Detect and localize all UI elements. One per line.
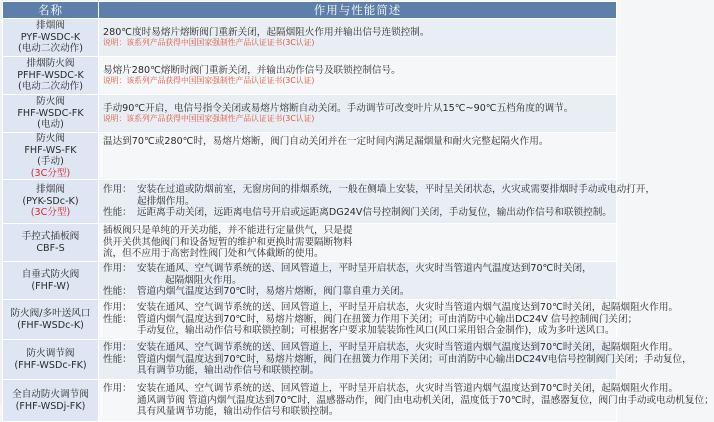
- function-line: 安装在过道或防烟前室，无窗房间的排烟系统，一般在侧墙上安装，平时呈关闭状态，火灾或需要排烟时手动或电动打开，: [137, 184, 656, 196]
- product-model: CBF-S: [36, 242, 65, 254]
- function-line: 安装在通风、空气调节系统的送、回风管道上，平时呈开启状态，火灾时当管道内气温度达到70℃时关闭，: [137, 263, 592, 275]
- product-name: 全自动防火调节阀: [12, 389, 89, 400]
- performance-line: 管道内烟气温度达到70℃时，易熔片熔断，阀门在扭簧力作用下关闭；可由消防中心输出DC24V电信号控制阀门关闭；手动复位，: [137, 353, 692, 365]
- table-row: [3, 133, 617, 180]
- table-row: [3, 57, 617, 95]
- product-mode: (电动): [37, 119, 64, 131]
- product-description-cell: [99, 340, 692, 380]
- product-name: 自垂式防火阀: [21, 269, 80, 280]
- performance-label: 性能：: [103, 313, 132, 325]
- product-name: 防火阀: [36, 96, 65, 108]
- product-model: (PYK-SDc-K): [22, 195, 79, 207]
- performance-label: 性能：: [103, 207, 132, 219]
- product-model: FHF-WS-FK: [24, 144, 77, 156]
- product-mode: (电动二次动作): [17, 81, 84, 93]
- product-name-cell: [3, 224, 99, 262]
- description-line: 供开关供其他阀门和设备短暂的维护和更换时需要隔断物料: [103, 236, 353, 248]
- function-label: 作用：: [103, 383, 132, 395]
- table-row: [3, 180, 617, 224]
- product-name: 排烟阀: [36, 20, 65, 32]
- description-line: 易熔片280℃熔断时阀门重新关闭，并输出动作信号及联锁控制信号。: [103, 64, 401, 76]
- table-row: [3, 95, 617, 133]
- product-model: FHF-WSDC-FK: [17, 107, 84, 119]
- function-line: 起排烟作用。: [137, 195, 195, 207]
- product-name-cell: [3, 262, 99, 300]
- table-row: [3, 19, 617, 57]
- description-line: 温达到70℃或280℃时，易熔片熔断，阀门自动关闭并在一定时间内满足漏烟量和耐火完整起隔火作用。: [103, 136, 549, 147]
- product-description-cell: [99, 19, 617, 57]
- performance-line: 管道内烟气温度达到70℃时，易熔片熔断，阀门靠自重力关闭。: [137, 286, 410, 298]
- product-name: 防火调节阀: [26, 348, 75, 359]
- product-name-cell: [3, 340, 99, 380]
- column-header-name: 名称: [3, 2, 99, 19]
- description-line: 流，但不应用于高密封性阀门处和气体截断的使用。: [103, 248, 324, 260]
- product-name: 排烟阀: [36, 184, 65, 196]
- product-name-cell: [3, 57, 99, 95]
- certification-note: 说明：该系列产品获得中国国家强制性产品认证证书(3C认证): [103, 76, 315, 86]
- function-line: 安装在通风、空气调节系统的送、回风管道上，平时呈开启状态，火灾时当管道内烟气温度达到70℃时关闭，起隔烟阻火作用。: [137, 342, 679, 354]
- function-label: 作用：: [103, 342, 132, 354]
- certification-note: 说明：该系列产品获得中国国家强制性产品认证证书(3C认证): [103, 38, 315, 48]
- product-name-cell: [3, 95, 99, 133]
- product-name-cell: [3, 300, 99, 340]
- product-model: (FHF-WSDc-FK): [14, 359, 87, 371]
- product-table: [2, 1, 714, 422]
- table-header-row: [3, 2, 617, 19]
- product-name-cell: [3, 180, 99, 224]
- product-name: 防火阀/多叶送风口: [10, 308, 91, 319]
- performance-line: 手动复位，输出动作信号和联锁控制；可根据客户要求加装装饰性风口(风口采用铝合金制作)，成为多叶送风口。: [137, 325, 615, 337]
- product-description-cell: [99, 224, 617, 262]
- product-model: (FHF-WSDj-FK): [15, 400, 86, 412]
- product-description-cell: [99, 57, 617, 95]
- function-line: 起隔烟阻火作用。: [165, 274, 242, 286]
- product-description-cell: [99, 300, 679, 340]
- performance-line: 远距离手动关闭，远距离电信号开启或远距离DG24V信号控制阀门关闭，手动复位，输出动作信号和联锁控制。: [137, 207, 612, 219]
- product-name-cell: [3, 133, 99, 180]
- product-name: 手控式插板阀: [21, 231, 80, 242]
- product-mode: (手动): [37, 156, 64, 167]
- function-line: 安装在通风、空气调节系统的送、回风管道上，平时呈开启状态，火灾时当管道内烟气温度达到70℃时关闭，起隔烟阻火作用。: [137, 383, 679, 395]
- function-label: 作用：: [103, 263, 132, 275]
- product-name-cell: [3, 19, 99, 57]
- performance-label: 性能：: [103, 353, 132, 365]
- table-row: [3, 340, 617, 380]
- performance-label: 性能：: [103, 286, 132, 298]
- function-label: 作用：: [103, 184, 132, 196]
- product-description-cell: [99, 180, 656, 224]
- function-line: 具有风量调节功能，输出动作信号和联锁控制。: [137, 406, 339, 418]
- description-line: 手动90℃开启，电信号指令关闭或易熔片熔断自动关闭。手动调节可改变叶片从15℃~90℃五档角度的调节。: [103, 102, 574, 114]
- description-line: 280℃度时易熔片熔断阀门重新关闭，起隔烟阻火作用并输出信号连锁控制。: [103, 26, 430, 38]
- function-line: 通风调节阀 管道内烟气温度达到70℃时，温感器动作，阀门由电动机关闭，温度低于70℃时，温感器复位，阀门由手动或电动机复位；: [137, 394, 714, 406]
- function-line: 安装在通风、空气调节系统的送、回风管道上，平时呈开启状态，火灾时当管道内烟气温度达到70℃时关闭，起隔烟阻火作用。: [137, 302, 679, 314]
- product-3c-tag: (3C分型): [30, 167, 71, 179]
- description-line: 插板阀只是单纯的开关功能，并不能进行定量供气，只是提: [103, 225, 353, 237]
- product-name: 防火阀: [36, 133, 65, 144]
- product-name-cell: [3, 380, 99, 422]
- product-model: (FHF-W): [31, 280, 70, 292]
- certification-note: 说明：该系列产品获得中国国家强制性产品认证证书(3C认证): [103, 114, 315, 124]
- performance-line: 具有调节功能，输出动作信号和联锁控制。: [137, 365, 320, 377]
- table-row: [3, 300, 617, 340]
- table-row: [3, 262, 617, 300]
- table-row: [3, 224, 617, 262]
- performance-line: 管道内烟气温度达到70℃时，易熔片熔断，阀门在扭簧力作用下关闭；可由消防中心输出DC24V 信号控制阀门关闭；: [137, 313, 638, 325]
- function-label: 作用：: [103, 302, 132, 314]
- product-mode: (电动二次动作): [17, 43, 84, 55]
- product-description-cell: [99, 262, 617, 300]
- product-description-cell: [99, 133, 617, 180]
- table-row: [3, 380, 617, 422]
- product-description-cell: [99, 95, 617, 133]
- product-description-cell: [99, 380, 714, 422]
- product-model: PYF-WSDC-K: [20, 31, 81, 43]
- product-model: (FHF-WSDc-K): [17, 319, 84, 331]
- product-3c-tag: (3C分型): [30, 207, 71, 219]
- product-model: PFHF-WSDC-K: [17, 69, 84, 81]
- column-header-description: 作用与性能简述: [99, 2, 617, 19]
- product-name: 排烟防火阀: [26, 58, 75, 70]
